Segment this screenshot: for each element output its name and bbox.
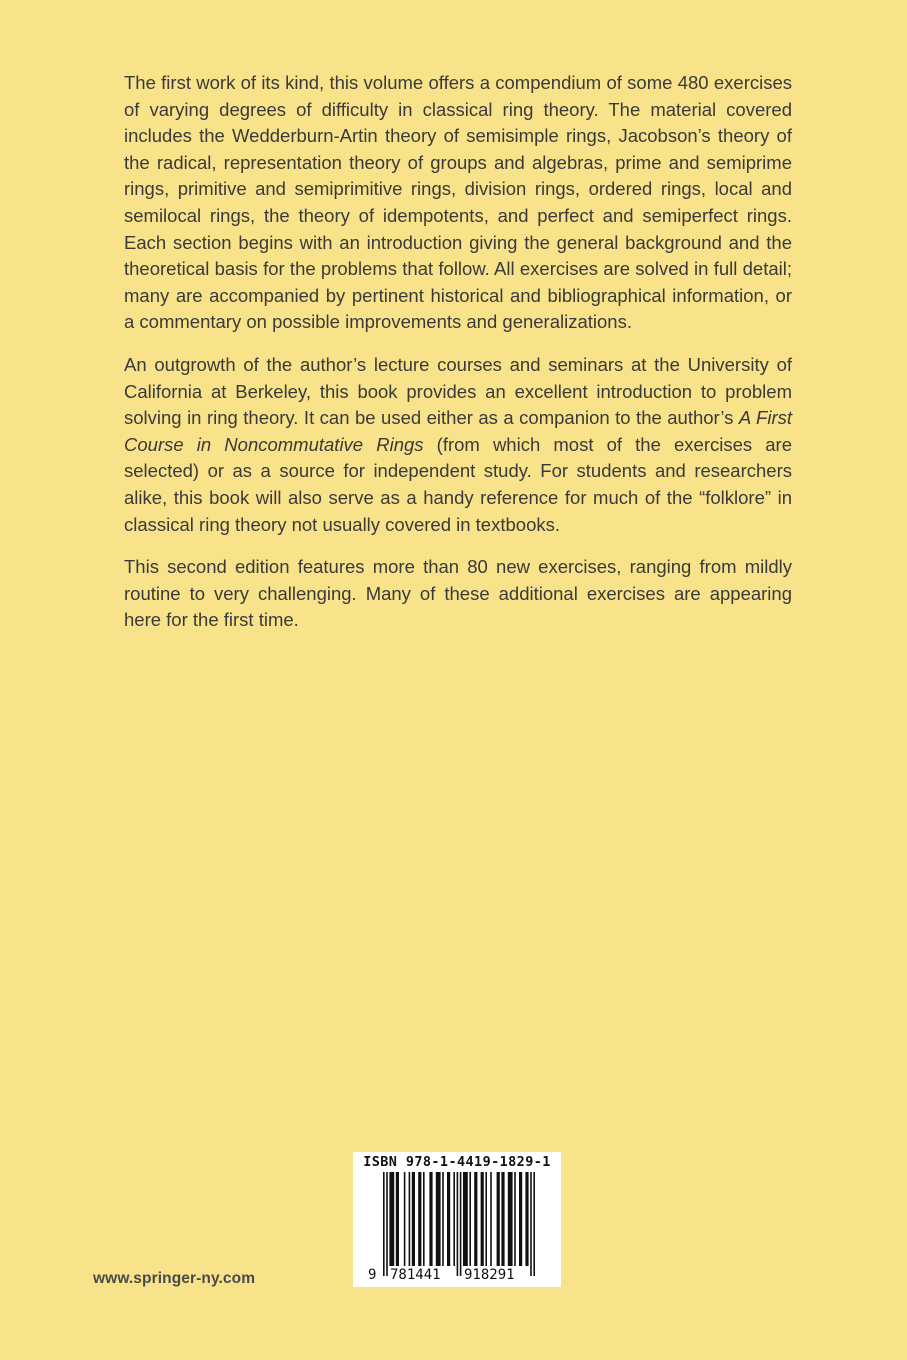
barcode-bar (481, 1172, 484, 1266)
barcode-bar (533, 1172, 535, 1276)
paragraph-2-text-after-title: (from which most of the exercises are selected) or as a source for independent study. For students and researchers alike, this book will also serve as a handy reference for much of the “folklore” in classical ring theory not usually covered in textbooks. (124, 433, 792, 535)
ean-first-digit: 9 (368, 1267, 377, 1283)
barcode-bar (457, 1172, 459, 1276)
barcode-bar (423, 1172, 425, 1266)
barcode-bar (396, 1172, 399, 1266)
paragraph-2-text-before-title: An outgrowth of the author’s lecture courses and seminars at the University of California at Berkeley, this book provides an excellent introduction to problem solving in ring theory. It can be used either as a companion to the author’s (124, 353, 792, 429)
barcode-bar (525, 1172, 528, 1266)
barcode-bar (386, 1172, 388, 1276)
barcode-bar (485, 1172, 487, 1266)
barcode-bar (409, 1172, 411, 1266)
barcode-bar (501, 1172, 504, 1266)
publisher-website: www.springer-ny.com (93, 1270, 256, 1287)
barcode-bar (530, 1172, 532, 1276)
description-paragraph-3: This second edition features more than 80 new exercises, ranging from mildly routine to very challenging. Many of these additional exercises are appearing here for the first time. (124, 556, 792, 631)
barcode-bar (436, 1172, 441, 1266)
barcode-bar (490, 1172, 492, 1266)
barcode-bar (447, 1172, 450, 1266)
description-paragraph-2 (124, 352, 792, 538)
isbn-label: ISBN 978-1-4419-1829-1 (363, 1154, 551, 1170)
barcode-bar (519, 1172, 522, 1266)
barcode-bar (508, 1172, 513, 1266)
barcode-bar (453, 1172, 455, 1266)
barcode-bar (404, 1172, 406, 1266)
ean-left-digits: 781441 (390, 1267, 441, 1283)
barcode-bar (383, 1172, 385, 1276)
barcode-bar (460, 1172, 462, 1276)
barcode-bar (389, 1172, 394, 1266)
barcode-bars (353, 1152, 561, 1287)
barcode-bar (418, 1172, 421, 1266)
barcode-bar (412, 1172, 415, 1266)
barcode-bar (497, 1172, 500, 1266)
barcode-bar (474, 1172, 477, 1266)
back-cover-description (124, 70, 792, 650)
ean-right-digits: 918291 (464, 1267, 515, 1283)
barcode-bar (514, 1172, 516, 1266)
barcode-bar (429, 1172, 432, 1266)
barcode-bar (463, 1172, 468, 1266)
description-paragraph-1: The first work of its kind, this volume offers a compendium of some 480 exercises of varying degrees of difficulty in classical ring theory. The material covered includes the Wedderburn-Artin theory of semisimple rings, Jacobson’s theory of the radical, representation theory of groups and algebras, prime and semiprime rings, primitive and semiprimitive rings, division rings, ordered rings, local and semilocal rings, the theory of idempotents, and perfect and semiperfect rings. Each section begins with an introduction giving the general background and the theoretical basis for the problems that follow. All exercises are solved in full detail; many are accompanied by pertinent historical and bibliographical information, or a commentary on possible improvements and generalizations. (124, 72, 792, 333)
barcode-bar (469, 1172, 471, 1266)
companion-book-title: A First Course in Noncommutative Rings (124, 407, 792, 455)
isbn-barcode (353, 1152, 561, 1287)
barcode-bar (442, 1172, 444, 1266)
